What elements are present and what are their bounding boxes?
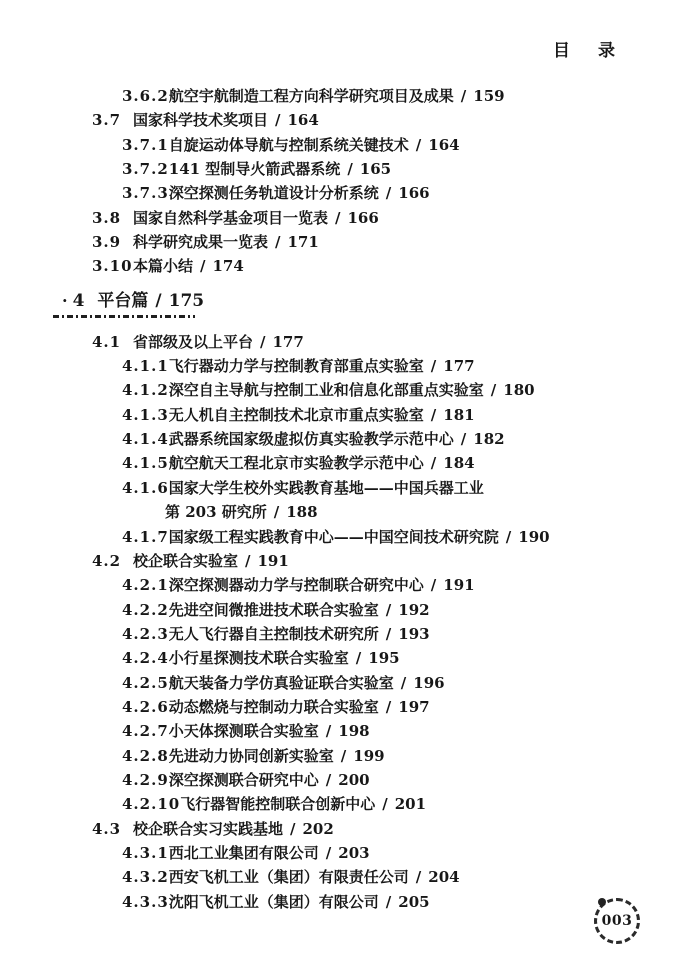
toc-entry-number: 3.7.1 (122, 135, 169, 154)
toc-entry (0, 841, 683, 865)
toc-entry-separator: / (415, 868, 422, 887)
toc-entry (0, 792, 683, 816)
toc-entry-page: 166 (347, 208, 379, 227)
toc-entry (0, 181, 683, 205)
toc-entry (0, 157, 683, 181)
toc-entry-number: 4.2.1 (122, 576, 169, 595)
toc-entry (0, 403, 683, 427)
toc-entry-title: 沈阳飞机工业（集团）有限公司 (168, 892, 379, 911)
toc-entry-title: 深空探测联合研究中心 (168, 770, 319, 789)
toc-entry-title: 平台篇 (97, 290, 149, 311)
toc-entry-title: 无人飞行器自主控制技术研究所 (168, 624, 379, 643)
toc-entry-number: 4.3.3 (122, 892, 169, 911)
toc-entry-separator: / (430, 576, 437, 595)
toc-entry-title: 深空探测器动力学与控制联合研究中心 (168, 576, 424, 595)
toc-entry-title: 自旋运动体导航与控制系统关键技术 (168, 135, 409, 154)
toc-entry-separator: / (340, 746, 347, 765)
toc-entry-page: 175 (168, 290, 205, 311)
toc-entry-number: 4.2.4 (122, 649, 169, 668)
toc-entry (0, 890, 683, 914)
toc-entry-separator: / (155, 290, 162, 311)
toc-entry (0, 354, 683, 378)
toc-entry (0, 254, 683, 278)
toc-entry (0, 133, 683, 157)
toc-entry-page: 201 (394, 795, 427, 814)
toc-entry-separator: / (325, 770, 332, 789)
toc-entry-page: 164 (287, 111, 319, 130)
toc-entry-number: 4.2.10 (122, 795, 181, 814)
toc-entry (0, 573, 683, 597)
toc-entry-page: 199 (353, 746, 385, 765)
toc-entry-separator: / (385, 697, 392, 716)
toc-entry (0, 206, 683, 230)
toc-entry-page: 192 (398, 600, 430, 619)
toc-entry (0, 378, 683, 402)
toc-entry-page: 191 (257, 551, 289, 570)
toc-entry-page: 177 (443, 357, 475, 376)
toc-entry-page: 195 (368, 649, 400, 668)
toc-entry-page: 164 (428, 135, 460, 154)
toc-entry-page: 180 (503, 381, 535, 400)
toc-entry-page: 197 (398, 697, 430, 716)
chapter-bullet: · (62, 290, 68, 310)
toc-entry (0, 330, 683, 354)
toc-entry-separator: / (505, 527, 512, 546)
toc-entry-title: 航天装备力学仿真验证联合实验室 (168, 673, 394, 692)
toc-entry-separator: / (275, 111, 281, 130)
toc-entry (0, 768, 683, 792)
toc-entry-separator: / (245, 551, 251, 570)
toc-entry (0, 817, 683, 841)
chapter-underline (53, 315, 195, 318)
toc-entry-title: 小天体探测联合实验室 (168, 722, 319, 741)
toc-entry-title: 本篇小结 (133, 257, 194, 276)
toc-entry-number: 3.7.3 (122, 184, 169, 203)
toc-entry-title: 动态燃烧与控制动力联合实验室 (168, 697, 379, 716)
toc-entry-title: 深空自主导航与控制工业和信息化部重点实验室 (168, 381, 484, 400)
toc-entry-separator: / (260, 332, 266, 351)
toc-entry-title: 国家自然科学基金项目一览表 (133, 208, 329, 227)
toc-entry-number: 4.1.2 (122, 381, 169, 400)
toc-entry-number: 4.1 (92, 332, 122, 351)
toc-entry-title: 深空探测任务轨道设计分析系统 (168, 184, 379, 203)
toc-entry-title: 飞行器智能控制联合创新中心 (180, 795, 376, 814)
toc-entry-separator: / (355, 649, 362, 668)
toc-entry-number: 4.2.3 (122, 624, 169, 643)
toc-entry (0, 108, 683, 132)
toc-chapter-row (0, 288, 683, 313)
toc-entry-number: 4.2.2 (122, 600, 169, 619)
toc-entry-title: 国家大学生校外实践教育基地——中国兵器工业 (168, 478, 484, 497)
toc-entry-number: 4.2.6 (122, 697, 169, 716)
toc-entry-separator: / (460, 430, 467, 449)
toc-entry-number: 3.8 (92, 208, 122, 227)
toc-entry-title: 校企联合实习实践基地 (133, 819, 284, 838)
toc-entry-page: 196 (413, 673, 445, 692)
toc-entry-page: 190 (518, 527, 550, 546)
toc-entry-page: 204 (428, 868, 460, 887)
toc-entry-title: 国家级工程实践教育中心——中国空间技术研究院 (168, 527, 499, 546)
toc-entry-page: 159 (473, 87, 505, 105)
toc-entry (0, 744, 683, 768)
toc-entry-page: 166 (398, 184, 430, 203)
toc-entry-number: 4.1.1 (122, 357, 169, 376)
toc-entry-separator: / (382, 795, 388, 814)
toc-entry-page: 181 (443, 405, 475, 424)
toc-entry-number: 3.10 (92, 257, 133, 276)
toc-entry (0, 671, 683, 695)
toc-entry-separator: / (385, 184, 392, 203)
toc-entry-page: 203 (338, 843, 370, 862)
toc-entry-title: 国家科学技术奖项目 (133, 111, 269, 130)
toc-entry-separator: / (200, 257, 206, 276)
toc-entry-number: 4.1.3 (122, 405, 169, 424)
toc-entry (0, 622, 683, 646)
toc-entry (0, 865, 683, 889)
toc-entry-title: 第 203 研究所 (165, 503, 267, 522)
toc-entry-number: 4.3.1 (122, 843, 169, 862)
toc-entry-number: 3.9 (92, 233, 122, 252)
toc-entry-title: 小行星探测技术联合实验室 (168, 649, 349, 668)
toc-entry-separator: / (347, 160, 353, 179)
toc-entry-separator: / (385, 600, 392, 619)
toc-entry-separator: / (335, 208, 341, 227)
toc-entry-title: 141 型制导火箭武器系统 (168, 160, 341, 179)
toc-entry-title: 航空宇航制造工程方向科学研究项目及成果 (168, 87, 454, 105)
toc-entry-page: 171 (287, 233, 319, 252)
page-title: 目录 (553, 41, 643, 61)
toc-entry-title: 科学研究成果一览表 (133, 233, 269, 252)
toc-entry-page: 191 (443, 576, 475, 595)
toc-entry-page: 184 (443, 454, 475, 473)
toc-entry-number: 4.1.4 (122, 430, 169, 449)
toc-entry-number: 4.2.8 (122, 746, 169, 765)
toc-entry (0, 476, 683, 500)
toc-entry-page: 205 (398, 892, 430, 911)
toc-entry-page: 174 (212, 257, 244, 276)
toc-entry (0, 695, 683, 719)
toc-entry-separator: / (325, 843, 332, 862)
toc-entry-separator: / (385, 624, 392, 643)
toc-entry (0, 646, 683, 670)
toc-entry-title: 西安飞机工业（集团）有限责任公司 (168, 868, 409, 887)
toc-entry (0, 525, 683, 549)
toc-entry-separator: / (325, 722, 332, 741)
toc-entry-number: 4.3 (92, 819, 122, 838)
toc-entry-number: 4.1.6 (122, 478, 169, 497)
toc-entry-number: 4.1.5 (122, 454, 169, 473)
toc-entry (0, 500, 683, 524)
toc-entry-number: 3.6.2 (122, 87, 169, 105)
toc-entry-separator: / (430, 405, 437, 424)
toc-entry-title: 省部级及以上平台 (133, 332, 254, 351)
toc-entry-number: 4.2.7 (122, 722, 169, 741)
toc-entry (0, 451, 683, 475)
toc-entry (0, 230, 683, 254)
toc-entry-number: 4.3.2 (122, 868, 169, 887)
toc-entry-page: 165 (359, 160, 392, 179)
toc-entry (0, 719, 683, 743)
toc-entry-number: 4.2.5 (122, 673, 169, 692)
toc-entry-title: 航空航天工程北京市实验教学示范中心 (168, 454, 424, 473)
toc-entry (0, 549, 683, 573)
toc-entry-number: 4.1.7 (122, 527, 169, 546)
toc-entry-page: 200 (338, 770, 370, 789)
toc-entry-page: 198 (338, 722, 370, 741)
toc-entry-title: 先进空间微推进技术联合实验室 (168, 600, 379, 619)
toc-entry-number: 4.2 (92, 551, 122, 570)
toc-list (0, 84, 683, 914)
toc-entry-separator: / (415, 135, 422, 154)
toc-entry-separator: / (490, 381, 497, 400)
toc-entry (0, 427, 683, 451)
toc-entry-title: 先进动力协同创新实验室 (168, 746, 334, 765)
toc-entry-title: 校企联合实验室 (133, 551, 239, 570)
toc-entry-title: 飞行器动力学与控制教育部重点实验室 (168, 357, 424, 376)
toc-entry-number: 3.7 (92, 111, 122, 130)
toc-entry-separator: / (430, 454, 437, 473)
page-number: 003 (601, 913, 633, 929)
toc-entry-page: 188 (286, 503, 318, 522)
toc-entry (0, 598, 683, 622)
toc-entry-separator: / (430, 357, 437, 376)
toc-entry-number: 4.2.9 (122, 770, 169, 789)
toc-entry-title: 无人机自主控制技术北京市重点实验室 (168, 405, 424, 424)
toc-entry-separator: / (385, 892, 392, 911)
toc-entry (0, 84, 683, 108)
toc-entry-number: 4 (72, 290, 86, 311)
toc-entry-page: 182 (473, 430, 505, 449)
toc-entry-title: 西北工业集团有限公司 (168, 843, 319, 862)
page-number-badge (594, 898, 640, 944)
toc-entry-page: 177 (272, 332, 304, 351)
toc-entry-number: 3.7.2 (122, 160, 169, 179)
toc-entry-separator: / (290, 819, 296, 838)
toc-entry-separator: / (400, 673, 407, 692)
toc-entry-page: 193 (398, 624, 430, 643)
toc-entry-title: 武器系统国家级虚拟仿真实验教学示范中心 (168, 430, 454, 449)
toc-entry-separator: / (460, 87, 467, 105)
toc-entry-separator: / (273, 503, 280, 522)
toc-entry-page: 202 (302, 819, 334, 838)
toc-entry-separator: / (275, 233, 281, 252)
